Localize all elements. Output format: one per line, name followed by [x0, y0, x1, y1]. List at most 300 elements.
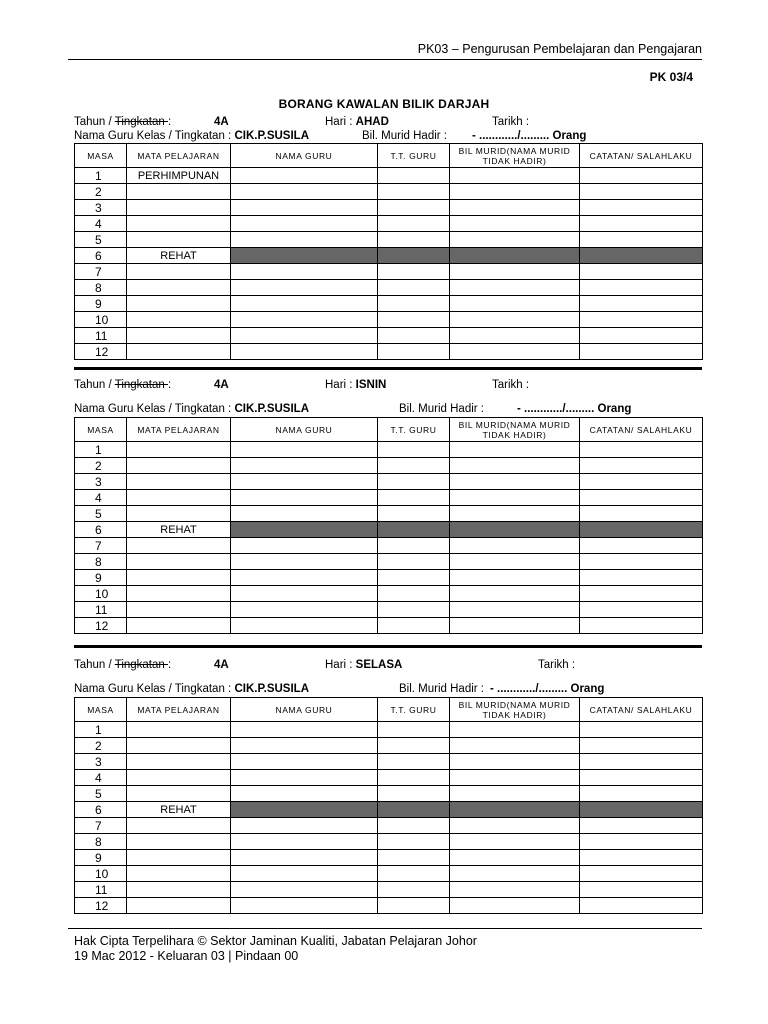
header-mata-pelajaran: MATA PELAJARAN: [127, 144, 231, 168]
header-nama-guru: NAMA GURU: [231, 418, 378, 442]
section-separator: [74, 367, 702, 370]
teacher-value: CIK.P.SUSILA: [234, 403, 310, 415]
masa-cell: 4: [75, 216, 127, 232]
masa-cell: 1: [75, 168, 127, 184]
subject-cell[interactable]: [127, 216, 231, 232]
signature-cell[interactable]: [378, 602, 450, 618]
bil-murid-hadir-label: Bil. Murid Hadir :: [399, 403, 484, 415]
teacher-name-cell[interactable]: [231, 458, 378, 474]
table-row: [75, 882, 703, 898]
teacher-name-cell[interactable]: [231, 344, 378, 360]
signature-cell[interactable]: [378, 216, 450, 232]
subject-cell[interactable]: [127, 554, 231, 570]
header-bil-murid: BIL MURID(NAMA MURID TIDAK HADIR): [450, 144, 580, 168]
absent-cell[interactable]: [450, 312, 580, 328]
absent-cell[interactable]: [450, 586, 580, 602]
signature-cell[interactable]: [378, 898, 450, 914]
teacher-name-cell[interactable]: [231, 618, 378, 634]
remarks-cell[interactable]: [580, 866, 703, 882]
absent-cell[interactable]: [450, 490, 580, 506]
subject-cell[interactable]: [127, 184, 231, 200]
absent-cell[interactable]: [450, 898, 580, 914]
table-row: [75, 834, 703, 850]
subject-cell[interactable]: [127, 738, 231, 754]
absent-cell[interactable]: [450, 200, 580, 216]
header-tt-guru: T.T. GURU: [378, 698, 450, 722]
table-row: [75, 850, 703, 866]
table-header-row: [75, 698, 703, 722]
masa-cell: 9: [75, 570, 127, 586]
teacher-name-cell[interactable]: [231, 216, 378, 232]
class-value: 4A: [214, 116, 229, 128]
signature-cell[interactable]: [378, 754, 450, 770]
signature-cell[interactable]: [378, 458, 450, 474]
subject-cell[interactable]: [127, 474, 231, 490]
header-catatan: CATATAN/ SALAHLAKU: [580, 144, 703, 168]
teacher-name-cell[interactable]: [231, 586, 378, 602]
subject-cell[interactable]: [127, 586, 231, 602]
signature-cell[interactable]: [378, 618, 450, 634]
signature-cell[interactable]: [378, 770, 450, 786]
day-value: AHAD: [355, 116, 389, 128]
teacher-name-cell[interactable]: [231, 474, 378, 490]
absent-cell[interactable]: [450, 722, 580, 738]
masa-cell: 5: [75, 786, 127, 802]
signature-cell[interactable]: [378, 866, 450, 882]
absent-cell[interactable]: [450, 506, 580, 522]
shaded-cell: [378, 248, 450, 264]
signature-cell[interactable]: [378, 474, 450, 490]
remarks-cell[interactable]: [580, 200, 703, 216]
subject-cell[interactable]: [127, 898, 231, 914]
teacher-name-cell[interactable]: [231, 506, 378, 522]
table-row: [75, 216, 703, 232]
remarks-cell[interactable]: [580, 168, 703, 184]
absent-cell[interactable]: [450, 538, 580, 554]
subject-cell[interactable]: [127, 618, 231, 634]
table-row: [75, 554, 703, 570]
absent-cell[interactable]: [450, 184, 580, 200]
teacher-name-cell[interactable]: [231, 898, 378, 914]
teacher-name-cell[interactable]: [231, 184, 378, 200]
remarks-cell[interactable]: [580, 442, 703, 458]
teacher-name-cell[interactable]: [231, 834, 378, 850]
shaded-cell: [450, 802, 580, 818]
header-tt-guru: T.T. GURU: [378, 144, 450, 168]
table-row: [75, 328, 703, 344]
masa-cell: 12: [75, 344, 127, 360]
masa-cell: 7: [75, 264, 127, 280]
masa-cell: 3: [75, 474, 127, 490]
teacher-name-cell[interactable]: [231, 442, 378, 458]
absent-cell[interactable]: [450, 344, 580, 360]
table-row: [75, 602, 703, 618]
masa-cell: 5: [75, 506, 127, 522]
absent-cell[interactable]: [450, 834, 580, 850]
signature-cell[interactable]: [378, 738, 450, 754]
absent-cell[interactable]: [450, 738, 580, 754]
teacher-name-cell[interactable]: [231, 490, 378, 506]
shaded-cell: [378, 522, 450, 538]
signature-cell[interactable]: [378, 818, 450, 834]
masa-cell: 7: [75, 538, 127, 554]
subject-cell: REHAT: [127, 248, 231, 264]
signature-cell[interactable]: [378, 490, 450, 506]
subject-cell[interactable]: [127, 312, 231, 328]
remarks-cell[interactable]: [580, 898, 703, 914]
table-row: [75, 280, 703, 296]
subject-cell[interactable]: [127, 882, 231, 898]
subject-cell[interactable]: [127, 722, 231, 738]
teacher-name-cell[interactable]: [231, 264, 378, 280]
shaded-cell: [450, 522, 580, 538]
schedule-table: [74, 417, 703, 634]
absent-cell[interactable]: [450, 458, 580, 474]
subject-cell[interactable]: [127, 866, 231, 882]
signature-cell[interactable]: [378, 200, 450, 216]
teacher-name-cell[interactable]: [231, 328, 378, 344]
signature-cell[interactable]: [378, 344, 450, 360]
remarks-cell[interactable]: [580, 344, 703, 360]
subject-cell[interactable]: [127, 602, 231, 618]
signature-cell[interactable]: [378, 586, 450, 602]
subject-cell[interactable]: [127, 200, 231, 216]
subject-cell[interactable]: [127, 280, 231, 296]
header-nama-guru: NAMA GURU: [231, 144, 378, 168]
absent-cell[interactable]: [450, 618, 580, 634]
absent-cell[interactable]: [450, 474, 580, 490]
remarks-cell[interactable]: [580, 538, 703, 554]
remarks-cell[interactable]: [580, 328, 703, 344]
masa-cell: 3: [75, 754, 127, 770]
shaded-cell: [231, 802, 378, 818]
subject-cell[interactable]: [127, 506, 231, 522]
masa-cell: 12: [75, 898, 127, 914]
teacher-name-cell[interactable]: [231, 738, 378, 754]
footer-divider: [68, 928, 702, 929]
subject-cell[interactable]: [127, 344, 231, 360]
header-tt-guru: T.T. GURU: [378, 418, 450, 442]
remarks-cell[interactable]: [580, 754, 703, 770]
shaded-cell: [580, 248, 703, 264]
absent-cell[interactable]: [450, 168, 580, 184]
shaded-cell: [231, 522, 378, 538]
signature-cell[interactable]: [378, 570, 450, 586]
remarks-cell[interactable]: [580, 184, 703, 200]
signature-cell[interactable]: [378, 328, 450, 344]
subject-cell[interactable]: [127, 232, 231, 248]
remarks-cell[interactable]: [580, 474, 703, 490]
remarks-cell[interactable]: [580, 490, 703, 506]
subject-cell[interactable]: [127, 818, 231, 834]
signature-cell[interactable]: [378, 168, 450, 184]
subject-cell[interactable]: [127, 458, 231, 474]
table-row: [75, 818, 703, 834]
teacher-name-cell[interactable]: [231, 554, 378, 570]
absent-cell[interactable]: [450, 232, 580, 248]
absent-cell[interactable]: [450, 264, 580, 280]
subject-cell[interactable]: [127, 570, 231, 586]
table-row: [75, 538, 703, 554]
table-row: [75, 770, 703, 786]
remarks-cell[interactable]: [580, 554, 703, 570]
absent-cell[interactable]: [450, 818, 580, 834]
remarks-cell[interactable]: [580, 506, 703, 522]
signature-cell[interactable]: [378, 554, 450, 570]
masa-cell: 10: [75, 586, 127, 602]
masa-cell: 1: [75, 722, 127, 738]
table-row: [75, 786, 703, 802]
tahun-tingkatan-label: Tahun / Tingkatan :: [74, 116, 172, 128]
masa-cell: 10: [75, 312, 127, 328]
absent-cell[interactable]: [450, 770, 580, 786]
signature-cell[interactable]: [378, 850, 450, 866]
table-row: [75, 458, 703, 474]
teacher-name-cell[interactable]: [231, 200, 378, 216]
table-row-rehat: [75, 248, 703, 264]
header-bil-murid: BIL MURID(NAMA MURID TIDAK HADIR): [450, 418, 580, 442]
tarikh-field: Tarikh :: [492, 116, 530, 128]
day-value: SELASA: [355, 659, 403, 671]
signature-cell[interactable]: [378, 312, 450, 328]
document-reference: PK03 – Pengurusan Pembelajaran dan Pengajaran: [417, 42, 702, 56]
subject-cell[interactable]: [127, 442, 231, 458]
table-row: [75, 168, 703, 184]
masa-cell: 11: [75, 602, 127, 618]
remarks-cell[interactable]: [580, 216, 703, 232]
teacher-name-cell[interactable]: [231, 312, 378, 328]
remarks-cell[interactable]: [580, 312, 703, 328]
table-header-row: [75, 418, 703, 442]
subject-cell: REHAT: [127, 522, 231, 538]
masa-cell: 6: [75, 802, 127, 818]
footer: [74, 934, 477, 964]
nama-guru-kelas-field: Nama Guru Kelas / Tingkatan : CIK.P.SUSILA: [74, 130, 310, 142]
masa-cell: 8: [75, 280, 127, 296]
masa-cell: 9: [75, 296, 127, 312]
table-row: [75, 344, 703, 360]
masa-cell: 12: [75, 618, 127, 634]
table-row: [75, 200, 703, 216]
remarks-cell[interactable]: [580, 618, 703, 634]
signature-cell[interactable]: [378, 722, 450, 738]
masa-cell: 2: [75, 458, 127, 474]
subject-cell[interactable]: [127, 834, 231, 850]
masa-cell: 4: [75, 770, 127, 786]
section-separator: [74, 645, 702, 648]
masa-cell: 5: [75, 232, 127, 248]
table-header-row: [75, 144, 703, 168]
subject-cell[interactable]: [127, 538, 231, 554]
teacher-name-cell[interactable]: [231, 232, 378, 248]
teacher-name-cell[interactable]: [231, 538, 378, 554]
absent-cell[interactable]: [450, 296, 580, 312]
masa-cell: 6: [75, 522, 127, 538]
table-row: [75, 586, 703, 602]
signature-cell[interactable]: [378, 184, 450, 200]
tingkatan-struck: Tingkatan: [114, 379, 168, 391]
remarks-cell[interactable]: [580, 570, 703, 586]
remarks-cell[interactable]: [580, 296, 703, 312]
table-row: [75, 474, 703, 490]
teacher-name-cell[interactable]: [231, 296, 378, 312]
teacher-name-cell[interactable]: [231, 722, 378, 738]
masa-cell: 10: [75, 866, 127, 882]
masa-cell: 9: [75, 850, 127, 866]
masa-cell: 7: [75, 818, 127, 834]
hari-field: Hari : AHAD: [325, 116, 389, 128]
remarks-cell[interactable]: [580, 722, 703, 738]
absent-cell[interactable]: [450, 882, 580, 898]
table-row: [75, 570, 703, 586]
subject-cell[interactable]: [127, 328, 231, 344]
day-value: ISNIN: [355, 379, 387, 391]
teacher-name-cell[interactable]: [231, 818, 378, 834]
header-catatan: CATATAN/ SALAHLAKU: [580, 418, 703, 442]
subject-cell[interactable]: [127, 490, 231, 506]
absent-cell[interactable]: [450, 786, 580, 802]
attendance-blank: - ............/......... Orang: [490, 683, 605, 695]
header-masa: MASA: [75, 418, 127, 442]
table-row: [75, 312, 703, 328]
table-row: [75, 754, 703, 770]
table-row: [75, 738, 703, 754]
subject-cell[interactable]: [127, 296, 231, 312]
shaded-cell: [378, 802, 450, 818]
header-mata-pelajaran: MATA PELAJARAN: [127, 698, 231, 722]
attendance-blank: - ............/......... Orang: [472, 130, 587, 142]
subject-cell[interactable]: [127, 754, 231, 770]
table-row: [75, 866, 703, 882]
nama-guru-kelas-field: Nama Guru Kelas / Tingkatan : CIK.P.SUSILA: [74, 683, 310, 695]
header-bil-murid: BIL MURID(NAMA MURID TIDAK HADIR): [450, 698, 580, 722]
hari-field: Hari : ISNIN: [325, 379, 387, 391]
signature-cell[interactable]: [378, 232, 450, 248]
header-catatan: CATATAN/ SALAHLAKU: [580, 698, 703, 722]
masa-cell: 8: [75, 834, 127, 850]
masa-cell: 4: [75, 490, 127, 506]
teacher-value: CIK.P.SUSILA: [234, 130, 310, 142]
remarks-cell[interactable]: [580, 586, 703, 602]
shaded-cell: [580, 522, 703, 538]
schedule-table: [74, 697, 703, 914]
masa-cell: 2: [75, 184, 127, 200]
masa-cell: 11: [75, 882, 127, 898]
signature-cell[interactable]: [378, 280, 450, 296]
remarks-cell[interactable]: [580, 786, 703, 802]
signature-cell[interactable]: [378, 786, 450, 802]
remarks-cell[interactable]: [580, 850, 703, 866]
absent-cell[interactable]: [450, 554, 580, 570]
copyright-line: Hak Cipta Terpelihara © Sektor Jaminan Kualiti, Jabatan Pelajaran Johor: [74, 934, 477, 948]
teacher-name-cell[interactable]: [231, 602, 378, 618]
absent-cell[interactable]: [450, 850, 580, 866]
absent-cell[interactable]: [450, 216, 580, 232]
bil-murid-hadir-label: Bil. Murid Hadir :: [399, 683, 484, 695]
table-row: [75, 442, 703, 458]
tahun-tingkatan-label: Tahun / Tingkatan :: [74, 659, 172, 671]
teacher-name-cell[interactable]: [231, 570, 378, 586]
remarks-cell[interactable]: [580, 738, 703, 754]
table-row: [75, 264, 703, 280]
signature-cell[interactable]: [378, 538, 450, 554]
signature-cell[interactable]: [378, 264, 450, 280]
shaded-cell: [580, 802, 703, 818]
table-row: [75, 184, 703, 200]
absent-cell[interactable]: [450, 570, 580, 586]
header-divider: [68, 59, 702, 60]
remarks-cell[interactable]: [580, 770, 703, 786]
signature-cell[interactable]: [378, 882, 450, 898]
tingkatan-struck: Tingkatan: [114, 659, 168, 671]
remarks-cell[interactable]: [580, 458, 703, 474]
absent-cell[interactable]: [450, 602, 580, 618]
remarks-cell[interactable]: [580, 882, 703, 898]
teacher-name-cell[interactable]: [231, 280, 378, 296]
teacher-name-cell[interactable]: [231, 786, 378, 802]
absent-cell[interactable]: [450, 442, 580, 458]
teacher-name-cell[interactable]: [231, 882, 378, 898]
remarks-cell[interactable]: [580, 834, 703, 850]
shaded-cell: [450, 248, 580, 264]
remarks-cell[interactable]: [580, 264, 703, 280]
subject-cell[interactable]: [127, 770, 231, 786]
header-nama-guru: NAMA GURU: [231, 698, 378, 722]
nama-guru-kelas-field: Nama Guru Kelas / Tingkatan : CIK.P.SUSILA: [74, 403, 310, 415]
table-row-rehat: [75, 522, 703, 538]
remarks-cell[interactable]: [580, 280, 703, 296]
remarks-cell[interactable]: [580, 818, 703, 834]
tarikh-field: Tarikh :: [492, 379, 530, 391]
tingkatan-struck: Tingkatan: [114, 116, 168, 128]
header-masa: MASA: [75, 698, 127, 722]
schedule-table: [74, 143, 703, 360]
class-value: 4A: [214, 659, 229, 671]
bil-murid-hadir-label: Bil. Murid Hadir :: [362, 130, 447, 142]
absent-cell[interactable]: [450, 280, 580, 296]
hari-field: Hari : SELASA: [325, 659, 403, 671]
signature-cell[interactable]: [378, 442, 450, 458]
signature-cell[interactable]: [378, 296, 450, 312]
remarks-cell[interactable]: [580, 602, 703, 618]
subject-cell[interactable]: [127, 786, 231, 802]
subject-cell[interactable]: [127, 850, 231, 866]
shaded-cell: [231, 248, 378, 264]
absent-cell[interactable]: [450, 866, 580, 882]
teacher-name-cell[interactable]: [231, 866, 378, 882]
header-mata-pelajaran: MATA PELAJARAN: [127, 418, 231, 442]
teacher-name-cell[interactable]: [231, 770, 378, 786]
subject-cell: REHAT: [127, 802, 231, 818]
teacher-name-cell[interactable]: [231, 168, 378, 184]
signature-cell[interactable]: [378, 506, 450, 522]
subject-cell[interactable]: PERHIMPUNAN: [127, 168, 231, 184]
header-masa: MASA: [75, 144, 127, 168]
masa-cell: 3: [75, 200, 127, 216]
teacher-name-cell[interactable]: [231, 754, 378, 770]
table-row: [75, 296, 703, 312]
remarks-cell[interactable]: [580, 232, 703, 248]
signature-cell[interactable]: [378, 834, 450, 850]
class-value: 4A: [214, 379, 229, 391]
masa-cell: 2: [75, 738, 127, 754]
teacher-name-cell[interactable]: [231, 850, 378, 866]
subject-cell[interactable]: [127, 264, 231, 280]
masa-cell: 6: [75, 248, 127, 264]
table-row: [75, 618, 703, 634]
absent-cell[interactable]: [450, 328, 580, 344]
absent-cell[interactable]: [450, 754, 580, 770]
